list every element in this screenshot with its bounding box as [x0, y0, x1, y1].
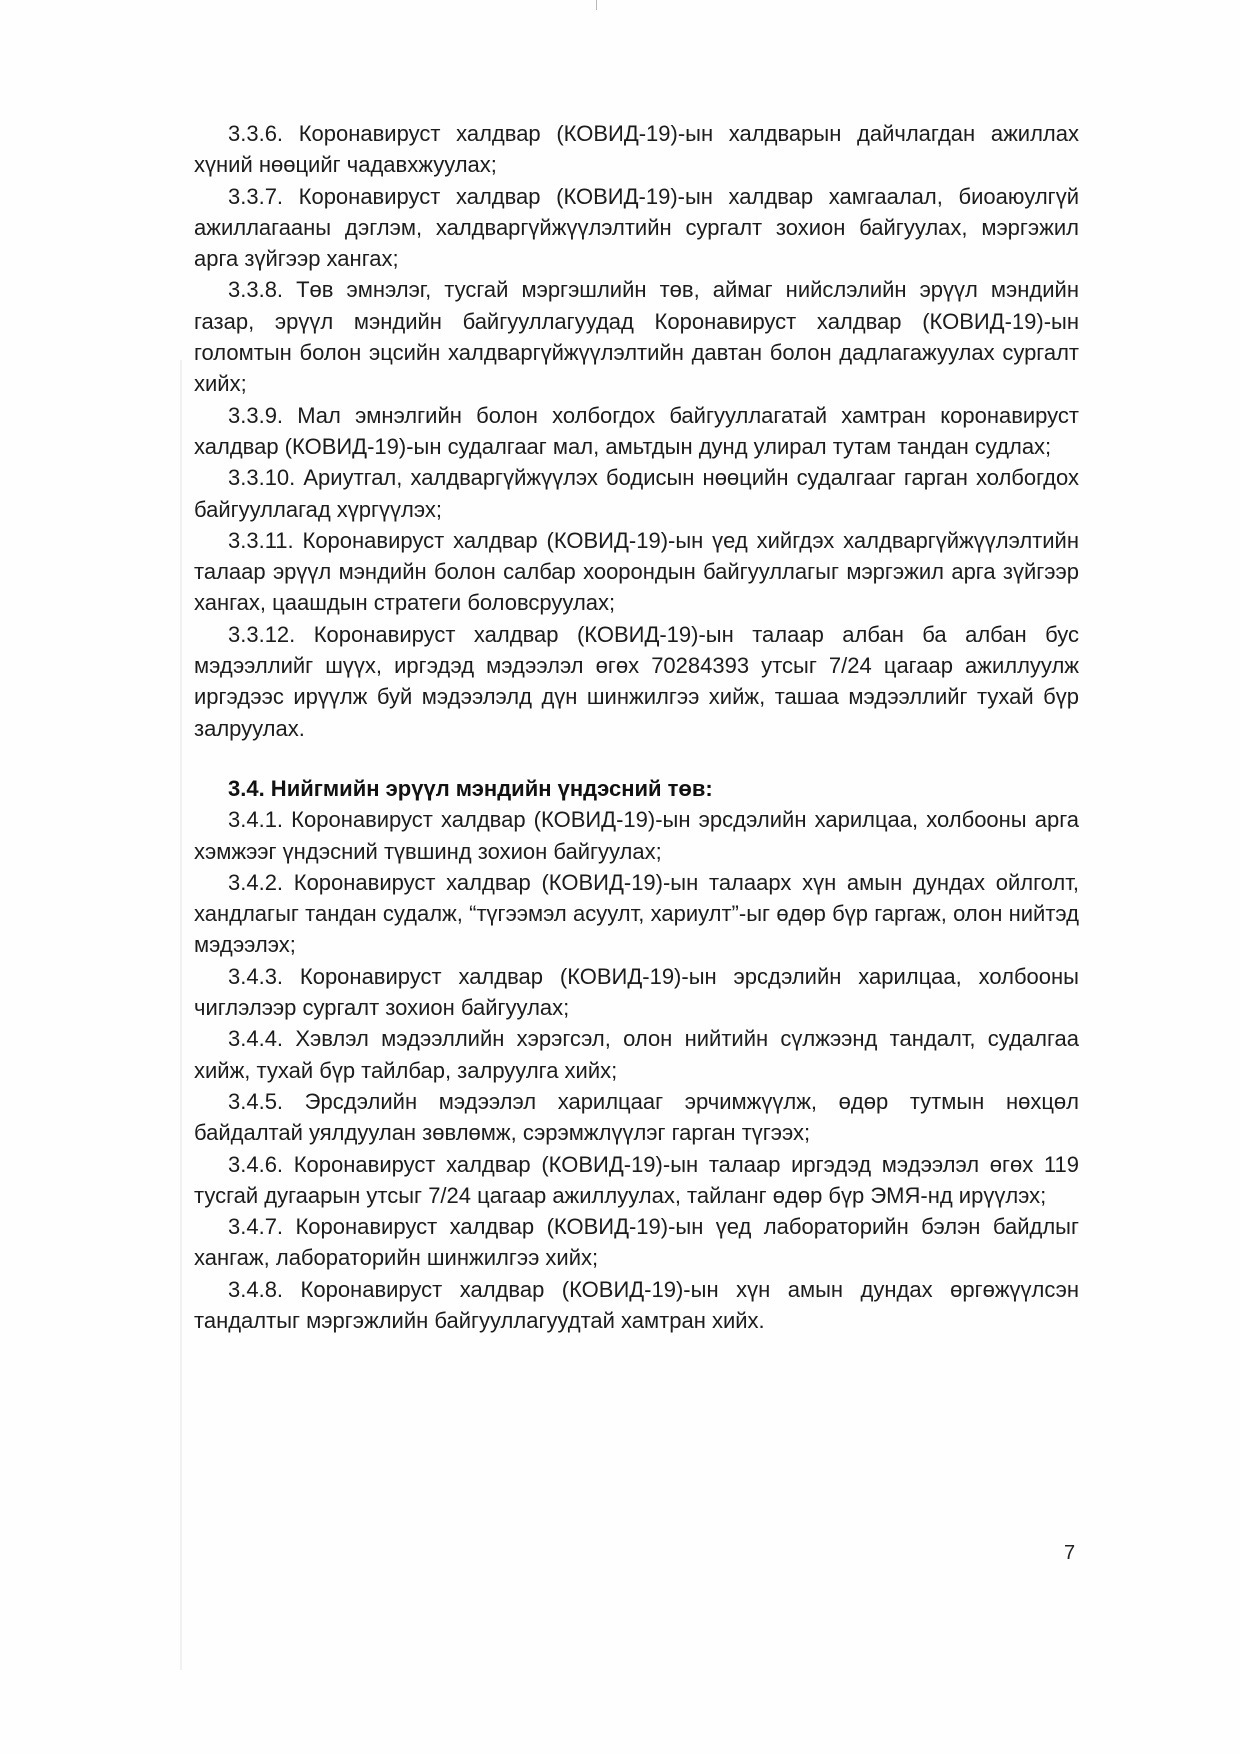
document-body [194, 118, 1079, 1336]
list-item-3-4-8: 3.4.8. Коронавируст халдвар (КОВИД-19)-ын хүн амын дундах өргөжүүлсэн тандалтыг мэргэжлийн байгууллагуудтай хамтран хийх. [194, 1276, 1079, 1333]
list-item-3-3-8: 3.3.8. Төв эмнэлэг, тусгай мэргэшлийн төв, аймаг нийслэлийн эрүүл мэндийн газар, эрүүл мэндийн байгууллагуудад Коронавируст халдвар (КОВИД-19)-ын голомтын болон эцсийн халдваргүйжүүлэлтийн давтан болон дадлагажуулах сургалт хийх; [194, 277, 1079, 397]
list-item-3-4-7: 3.4.7. Коронавируст халдвар (КОВИД-19)-ын үед лабораторийн бэлэн байдлыг хангаж, лабораторийн шинжилгээ хийх; [194, 1214, 1079, 1271]
list-item-3-3-7: 3.3.7. Коронавируст халдвар (КОВИД-19)-ын халдвар хамгаалал, биоаюулгүй ажиллагааны дэглэм, халдваргүйжүүлэлтийн сургалт зохион байгуулах, мэргэжил арга зүйгээр хангах; [194, 183, 1079, 272]
list-item-3-4-5: 3.4.5. Эрсдэлийн мэдээлэл харилцааг эрчимжүүлж, өдөр тутмын нөхцөл байдалтай уялдуулан зөвлөмж, сэрэмжлүүлэг гарган түгээх; [194, 1088, 1079, 1146]
scan-edge-shadow [180, 360, 182, 1670]
list-item-3-3-6: 3.3.6. Коронавируст халдвар (КОВИД-19)-ын халдварын дайчлагдан ажиллах хүний нөөцийг чадавхжуулах; [194, 121, 1079, 178]
list-item-3-3-11: 3.3.11. Коронавируст халдвар (КОВИД-19)-ын үед хийгдэх халдваргүйжүүлэлтийн талаар эрүүл мэндийн болон салбар хоорондын байгууллагыг мэргэжил арга зүйгээр хангах, цаашдын стратеги боловсруулах; [194, 527, 1079, 616]
list-item-3-4-3: 3.4.3. Коронавируст халдвар (КОВИД-19)-ын эрсдэлийн харилцаа, холбооны чиглэлээр сургалт зохион байгуулах; [194, 963, 1079, 1021]
list-item-3-4-2: 3.4.2. Коронавируст халдвар (КОВИД-19)-ын талаарх хүн амын дундах ойлголт, хандлагыг тандан судалж, “түгээмэл асуулт, хариулт”-ыг өдөр бүр гаргаж, олон нийтэд мэдээлэх; [194, 869, 1079, 958]
list-item-3-4-4: 3.4.4. Хэвлэл мэдээллийн хэрэгсэл, олон нийтийн сүлжээнд тандалт, судалгаа хийж, тухай бүр тайлбар, залруулга хийх; [194, 1026, 1079, 1083]
page-number: 7 [1064, 1542, 1076, 1564]
list-item-3-3-12: 3.3.12. Коронавируст халдвар (КОВИД-19)-ын талаар албан ба албан бус мэдээллийг шүүх, иргэдэд мэдээлэл өгөх 70284393 утсыг 7/24 цагаар ажиллуулж иргэдээс ирүүлж буй мэдээлэлд дүн шинжилгээ хийж, ташаа мэдээллийг тухай бүр залруулах. [194, 621, 1079, 741]
list-item-3-3-10: 3.3.10. Ариутгал, халдваргүйжүүлэх бодисын нөөцийн судалгааг гарган холбогдох байгууллагад хүргүүлэх; [194, 465, 1079, 522]
section-heading-3-4: 3.4. Нийгмийн эрүүл мэндийн үндэсний төв: [228, 775, 713, 801]
list-item-3-3-9: 3.3.9. Мал эмнэлгийн болон холбогдох байгууллагатай хамтран коронавируст халдвар (КОВИД-19)-ын судалгааг мал, амьтдын дунд улирал тутам тандан судлах; [194, 402, 1079, 459]
list-item-3-4-1: 3.4.1. Коронавируст халдвар (КОВИД-19)-ын эрсдэлийн харилцаа, холбооны арга хэмжээг үндэсний түвшинд зохион байгуулах; [194, 807, 1079, 864]
scan-mark [596, 0, 597, 10]
list-item-3-4-6: 3.4.6. Коронавируст халдвар (КОВИД-19)-ын талаар иргэдэд мэдээлэл өгөх 119 тусгай дугаарын утсыг 7/24 цагаар ажиллуулах, тайланг өдөр бүр ЭМЯ-нд ирүүлэх; [194, 1151, 1079, 1208]
